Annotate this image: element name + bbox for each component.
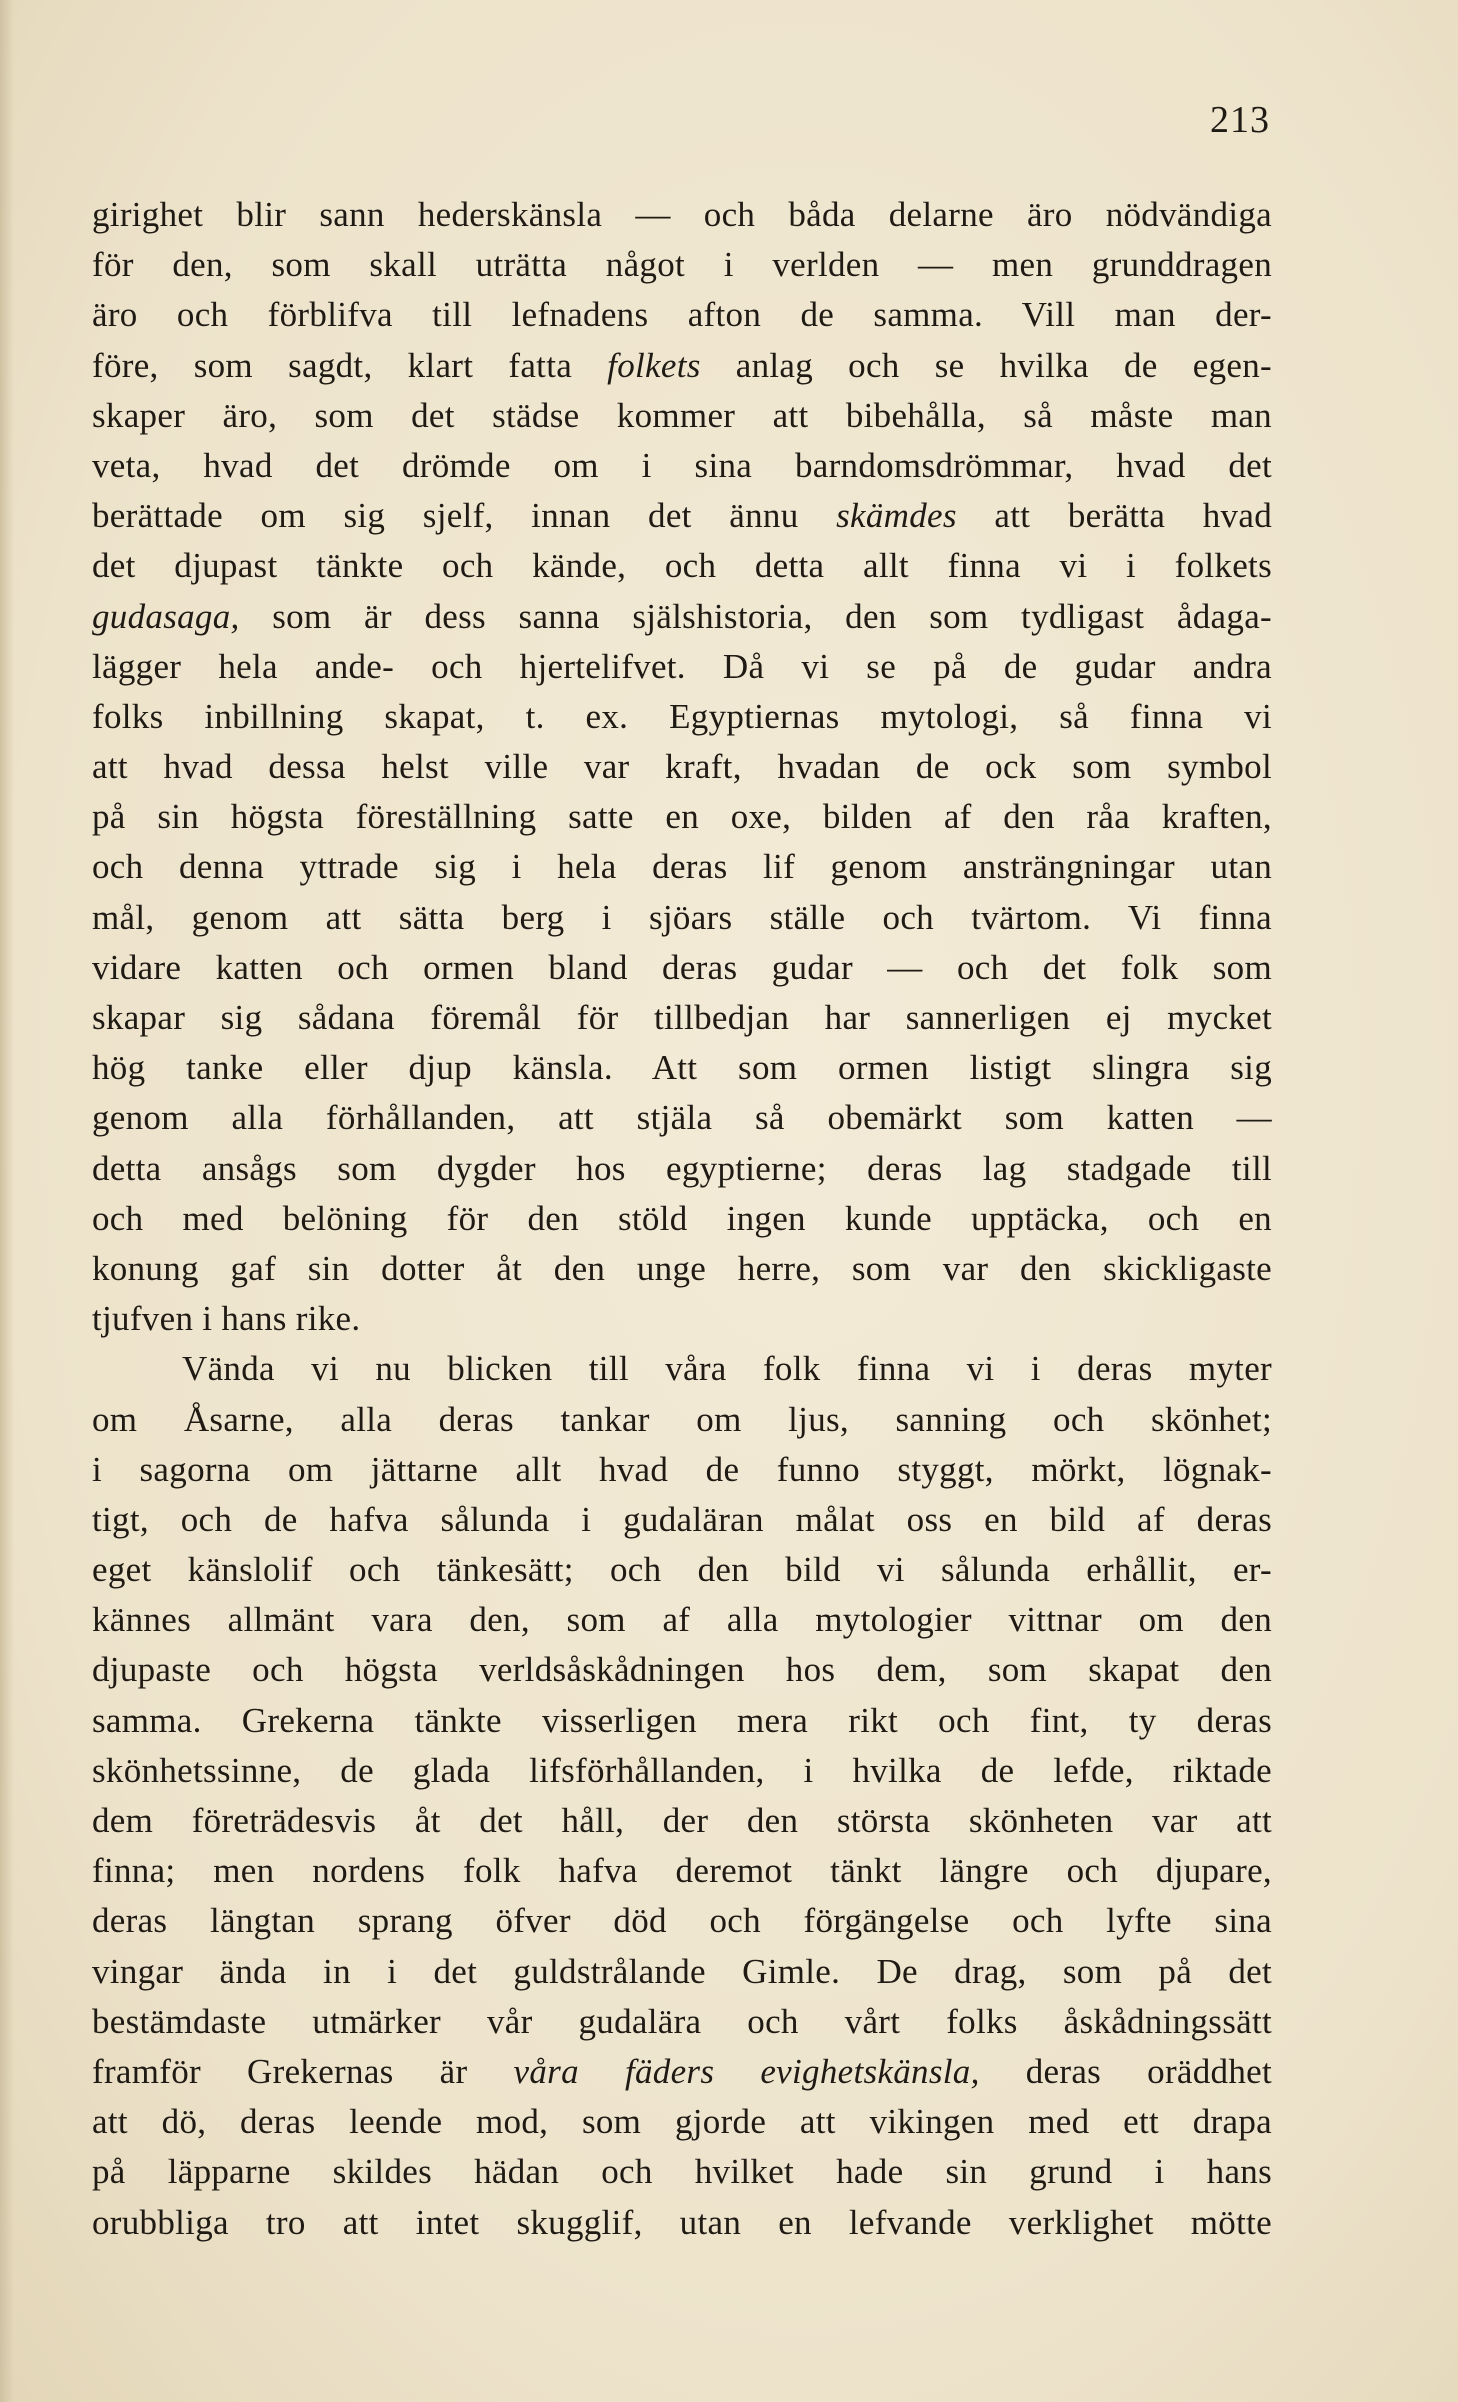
- text-line: [92, 1244, 1272, 1294]
- text-fragment: det djupast tänkte och kände, och detta allt finna vi i folkets: [92, 546, 1272, 586]
- text-line: [92, 1997, 1272, 2047]
- text-line: [92, 190, 1272, 240]
- text-line: [92, 240, 1272, 290]
- text-fragment: kännes allmänt vara den, som af alla mytologier vittnar om den: [92, 1600, 1272, 1640]
- text-line: [92, 1896, 1272, 1946]
- text-fragment: framför Grekernas är: [92, 2051, 514, 2091]
- text-fragment: och med belöning för den stöld ingen kunde upptäcka, och en: [92, 1198, 1272, 1238]
- text-line: [92, 943, 1272, 993]
- text-line: [92, 642, 1272, 692]
- text-line: [92, 2198, 1272, 2248]
- text-fragment: på läpparne skildes hädan och hvilket hade sin grund i hans: [92, 2152, 1272, 2192]
- text-line: [92, 1445, 1272, 1495]
- text-line: [92, 692, 1272, 742]
- text-line: [92, 993, 1272, 1043]
- text-fragment: äro och förblifva till lefnadens afton de samma. Vill man der-: [92, 295, 1272, 335]
- text-fragment: att dö, deras leende mod, som gjorde att vikingen med ett drapa: [92, 2102, 1272, 2142]
- text-fragment: veta, hvad det drömde om i sina barndomsdrömmar, hvad det: [92, 445, 1272, 485]
- text-line: [92, 792, 1272, 842]
- text-fragment: samma. Grekerna tänkte visserligen mera rikt och fint, ty deras: [92, 1700, 1272, 1740]
- paragraph: [92, 1344, 1272, 2247]
- text-line: [92, 742, 1272, 792]
- text-fragment: anlag och se hvilka de egen-: [700, 345, 1272, 385]
- text-fragment: på sin högsta föreställning satte en oxe, bilden af den råa kraften,: [92, 797, 1272, 837]
- text-fragment: i sagorna om jättarne allt hvad de funno styggt, mörkt, lögnak-: [92, 1449, 1272, 1489]
- body-text: [92, 190, 1272, 2248]
- text-line: [92, 391, 1272, 441]
- text-line: [92, 1947, 1272, 1997]
- text-line: [92, 1093, 1272, 1143]
- text-fragment: och denna yttrade sig i hela deras lif genom ansträngningar utan: [92, 847, 1272, 887]
- text-line: [92, 1645, 1272, 1695]
- text-fragment: Vända vi nu blicken till våra folk finna vi i deras myter: [182, 1349, 1272, 1389]
- text-line: [92, 341, 1272, 391]
- text-line: [92, 441, 1272, 491]
- text-line: [92, 1344, 1272, 1394]
- italic-text: folkets: [607, 345, 701, 385]
- text-line: [92, 1395, 1272, 1445]
- text-fragment: skaper äro, som det städse kommer att bibehålla, så måste man: [92, 395, 1272, 435]
- text-fragment: som är dess sanna själshistoria, den som tydligast ådaga-: [239, 596, 1272, 636]
- page-edge-shadow: [0, 0, 14, 2402]
- text-fragment: att berätta hvad: [956, 496, 1272, 536]
- text-line: [92, 1294, 1272, 1344]
- text-line: [92, 893, 1272, 943]
- italic-text: skämdes: [836, 496, 957, 536]
- text-fragment: detta ansågs som dygder hos egyptierne; deras lag stadgade till: [92, 1148, 1272, 1188]
- text-line: [92, 491, 1272, 541]
- text-line: [92, 2097, 1272, 2147]
- text-fragment: berättade om sig sjelf, innan det ännu: [92, 496, 837, 536]
- text-line: [92, 1194, 1272, 1244]
- text-fragment: eget känslolif och tänkesätt; och den bild vi sålunda erhållit, er-: [92, 1550, 1272, 1590]
- italic-text: våra fäders evighetskänsla,: [513, 2051, 980, 2091]
- text-line: [92, 541, 1272, 591]
- italic-text: gudasaga,: [92, 596, 240, 636]
- text-line: [92, 1846, 1272, 1896]
- text-fragment: deras oräddhet: [979, 2051, 1272, 2091]
- text-fragment: före, som sagdt, klart fatta: [92, 345, 608, 385]
- paragraph: [92, 190, 1272, 1344]
- text-fragment: djupaste och högsta verldsåskådningen hos dem, som skapat den: [92, 1650, 1272, 1690]
- text-fragment: dem företrädesvis åt det håll, der den största skönheten var att: [92, 1801, 1272, 1840]
- text-fragment: girighet blir sann hederskänsla — och båda delarne äro nödvändiga: [92, 195, 1272, 234]
- text-fragment: tigt, och de hafva sålunda i gudaläran målat oss en bild af deras: [92, 1499, 1272, 1539]
- text-fragment: vingar ända in i det guldstrålande Gimle. De drag, som på det: [92, 1951, 1272, 1991]
- text-line: [92, 1495, 1272, 1545]
- text-fragment: tjufven i hans rike.: [92, 1299, 361, 1339]
- text-fragment: för den, som skall uträtta något i verlden — men grunddragen: [92, 245, 1272, 285]
- page-number: 213: [1210, 99, 1270, 141]
- text-fragment: om Åsarne, alla deras tankar om ljus, sanning och skönhet;: [92, 1399, 1272, 1439]
- text-line: [92, 1545, 1272, 1595]
- text-fragment: bestämdaste utmärker vår gudalära och vårt folks åskådningssätt: [92, 2001, 1272, 2041]
- text-fragment: konung gaf sin dotter åt den unge herre, som var den skickligaste: [92, 1248, 1272, 1288]
- text-fragment: vidare katten och ormen bland deras gudar — och det folk som: [92, 947, 1272, 987]
- text-line: [92, 1595, 1272, 1645]
- text-line: [92, 1746, 1272, 1796]
- text-fragment: folks inbillning skapat, t. ex. Egyptiernas mytologi, så finna vi: [92, 696, 1272, 736]
- text-fragment: skapar sig sådana föremål för tillbedjan har sannerligen ej mycket: [92, 998, 1272, 1037]
- text-line: [92, 2147, 1272, 2197]
- text-fragment: genom alla förhållanden, att stjäla så obemärkt som katten —: [92, 1098, 1272, 1138]
- text-fragment: deras längtan sprang öfver död och förgängelse och lyfte sina: [92, 1901, 1272, 1941]
- text-fragment: mål, genom att sätta berg i sjöars ställe och tvärtom. Vi finna: [92, 897, 1272, 937]
- text-line: [92, 1696, 1272, 1746]
- text-line: [92, 290, 1272, 340]
- text-fragment: skönhetssinne, de glada lifsförhållanden, i hvilka de lefde, riktade: [92, 1750, 1272, 1790]
- text-line: [92, 592, 1272, 642]
- text-fragment: att hvad dessa helst ville var kraft, hvadan de ock som symbol: [92, 747, 1272, 787]
- text-fragment: hög tanke eller djup känsla. Att som ormen listigt slingra sig: [92, 1048, 1272, 1088]
- text-line: [92, 1144, 1272, 1194]
- text-fragment: finna; men nordens folk hafva deremot tänkt längre och djupare,: [92, 1851, 1272, 1891]
- text-line: [92, 1043, 1272, 1093]
- text-fragment: orubbliga tro att intet skugglif, utan en lefvande verklighet mötte: [92, 2202, 1272, 2242]
- text-line: [92, 1796, 1272, 1846]
- text-fragment: lägger hela ande- och hjertelifvet. Då vi se på de gudar andra: [92, 646, 1272, 686]
- text-line: [92, 2047, 1272, 2097]
- text-line: [92, 842, 1272, 892]
